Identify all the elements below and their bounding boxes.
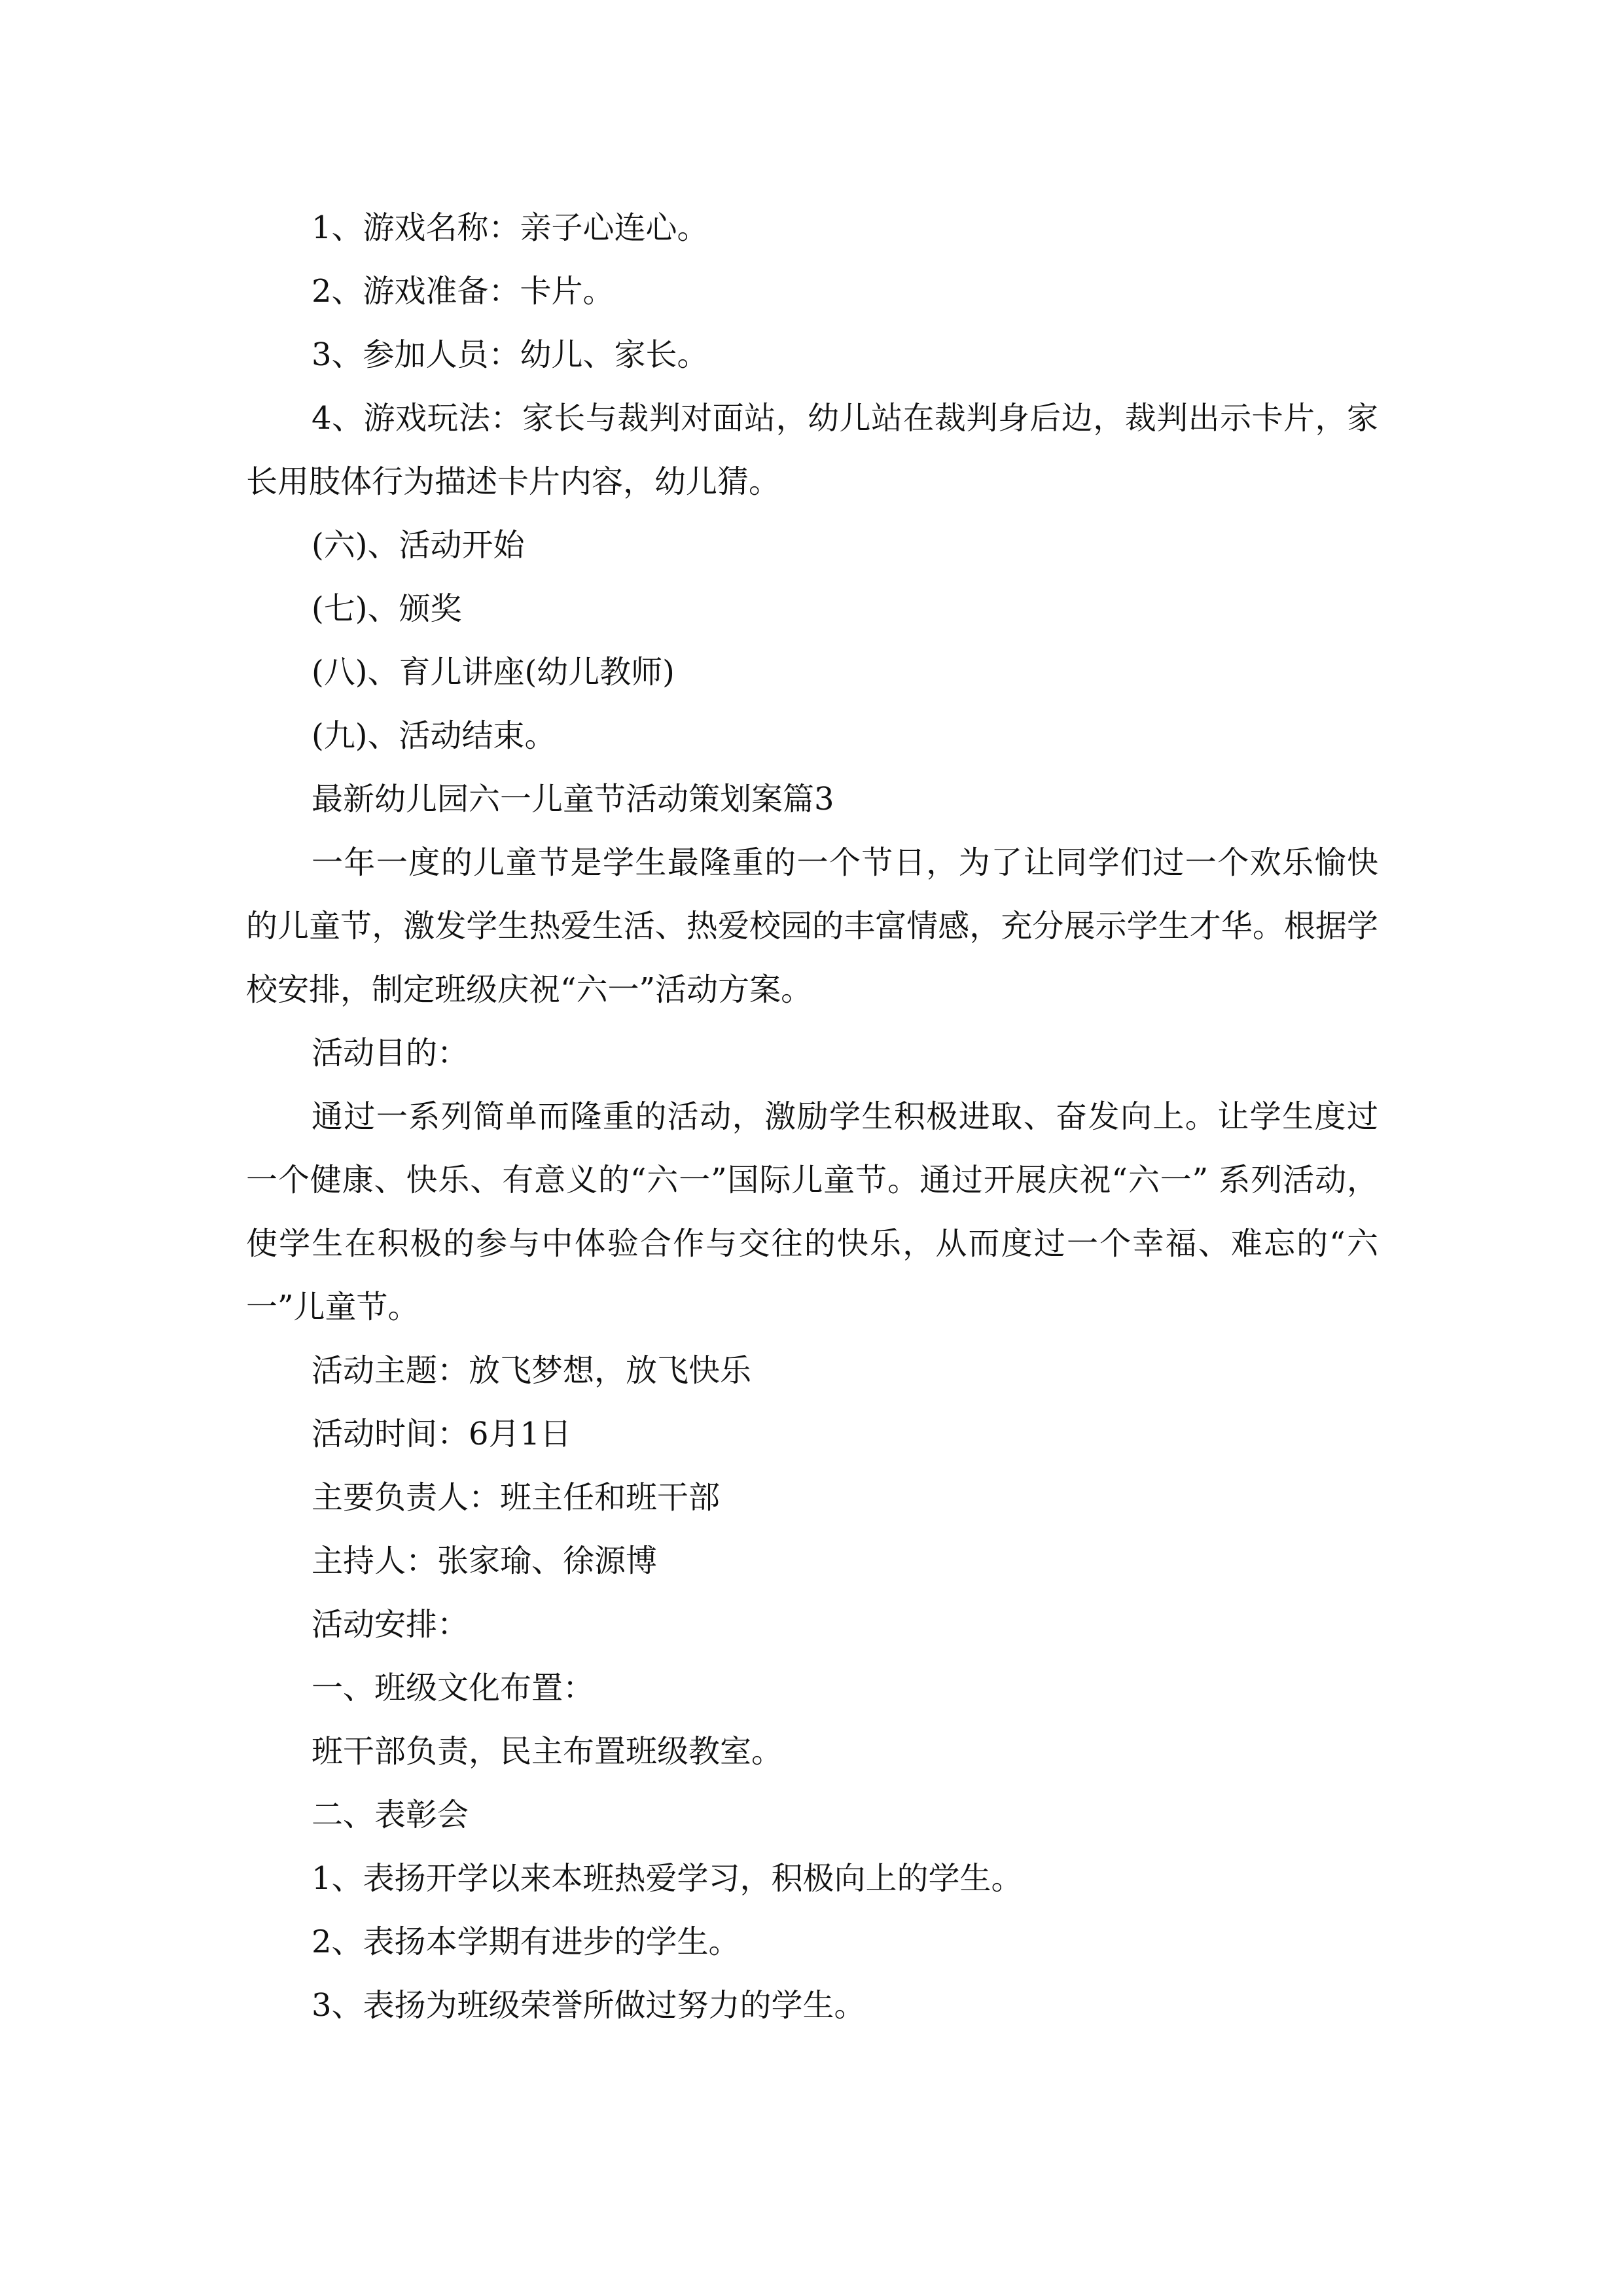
paragraph: (八)、育儿讲座(幼儿教师) bbox=[312, 654, 675, 691]
paragraph: 一年一度的儿童节是学生最隆重的一个节日，为了让同学们过一个欢乐愉快的儿童节，激发学生热爱生活、热爱校园的丰富情感，充分展示学生才华。根据学校安排，制定班级庆祝“六一”活动方案。 bbox=[246, 844, 1378, 1008]
paragraph: 二、表彰会 bbox=[312, 1797, 469, 1833]
paragraph: 主持人：张家瑜、徐源博 bbox=[312, 1543, 658, 1579]
paragraph: (九)、活动结束。 bbox=[312, 717, 556, 754]
paragraph: (七)、颁奖 bbox=[312, 590, 462, 627]
paragraph: 一、班级文化布置： bbox=[312, 1670, 595, 1706]
paragraph: 主要负责人：班主任和班干部 bbox=[312, 1479, 721, 1516]
paragraph: 通过一系列简单而隆重的活动，激励学生积极进取、奋发向上。让学生度过一个健康、快乐、有意义的“六一”国际儿童节。通过开展庆祝“六一” 系列活动，使学生在积极的参与中体验合作与交往的快乐，从而度过一个幸福、难忘的“六一”儿童节。 bbox=[246, 1098, 1378, 1325]
document-body bbox=[246, 196, 1378, 2037]
paragraph: 3、表扬为班级荣誉所做过努力的学生。 bbox=[312, 1987, 866, 2024]
paragraph: 活动主题：放飞梦想，放飞快乐 bbox=[312, 1352, 752, 1389]
section-title: 最新幼儿园六一儿童节活动策划案篇3 bbox=[312, 781, 834, 817]
paragraph: 2、游戏准备：卡片。 bbox=[312, 273, 615, 310]
paragraph: 1、表扬开学以来本班热爱学习，积极向上的学生。 bbox=[312, 1860, 1023, 1897]
paragraph: 班干部负责，民主布置班级教室。 bbox=[312, 1733, 783, 1770]
paragraph: 2、表扬本学期有进步的学生。 bbox=[312, 1924, 740, 1960]
paragraph: 活动安排： bbox=[312, 1606, 469, 1643]
paragraph: (六)、活动开始 bbox=[312, 527, 525, 564]
paragraph: 活动时间：6月1日 bbox=[312, 1416, 572, 1452]
paragraph: 3、参加人员：幼儿、家长。 bbox=[312, 336, 709, 373]
paragraph: 1、游戏名称：亲子心连心。 bbox=[312, 209, 709, 246]
paragraph: 4、游戏玩法：家长与裁判对面站，幼儿站在裁判身后边，裁判出示卡片，家长用肢体行为描述卡片内容，幼儿猜。 bbox=[246, 400, 1378, 500]
paragraph: 活动目的： bbox=[312, 1035, 469, 1071]
